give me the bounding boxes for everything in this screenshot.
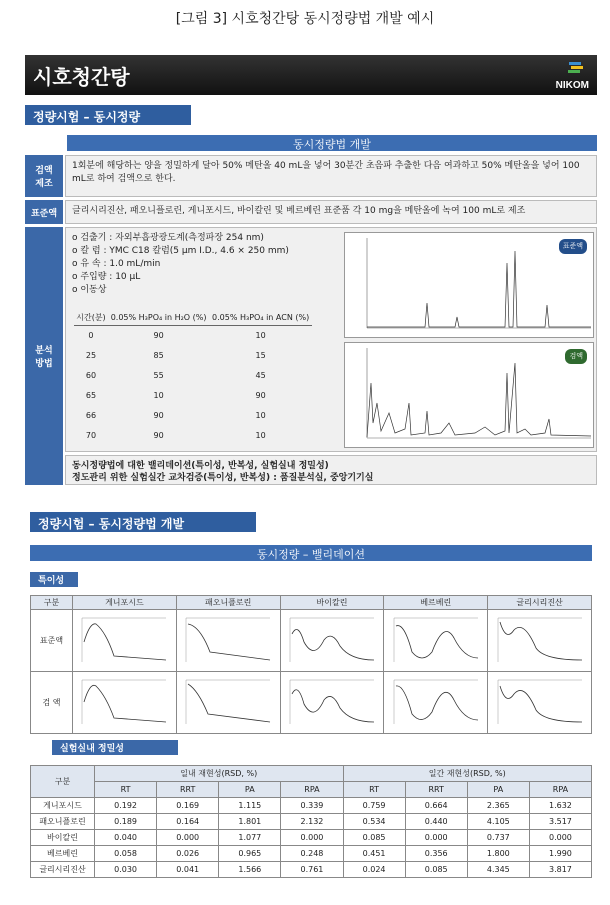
spectrum-cell xyxy=(176,610,280,672)
table-row xyxy=(31,830,592,846)
prec-sub-header: PA xyxy=(467,782,529,798)
grad-cell: 10 xyxy=(153,391,164,400)
nikom-logo xyxy=(539,61,589,91)
table-row xyxy=(31,846,592,862)
prec-cell: 1.801 xyxy=(219,814,281,830)
logo-text: NIKOM xyxy=(555,80,589,91)
spectrum-cell xyxy=(73,672,177,734)
prec-cell: 0.000 xyxy=(529,830,591,846)
grad-header-acn: 0.05% H₃PO₄ in ACN (%) xyxy=(209,310,312,326)
slide-method-development xyxy=(25,55,597,490)
section-heading-2: 정량시험 – 동시정량법 개발 xyxy=(30,512,256,532)
standard-prep-text: 글리시리진산, 패오니플로린, 게니포시드, 바이칼린 및 베르베린 표준품 각 10 mg을 메탄올에 녹여 100 mL로 제조 xyxy=(65,200,597,224)
grad-cell: 25 xyxy=(85,351,97,360)
grad-cell: 85 xyxy=(153,351,164,360)
chromatogram-sample xyxy=(344,342,594,448)
prec-cell: 0.024 xyxy=(343,862,405,878)
prec-sub-header: RRT xyxy=(405,782,467,798)
grad-cell: 90 xyxy=(153,431,164,440)
prec-cell: 0.759 xyxy=(343,798,405,814)
grad-cell: 10 xyxy=(255,411,266,420)
prec-cell: 0.965 xyxy=(219,846,281,862)
prec-sub-header: RPA xyxy=(529,782,591,798)
note-validation: 동시정량법에 대한 밸리데이션(특이성, 반복성, 실험실내 정밀성) xyxy=(72,461,329,471)
prec-cell: 0.164 xyxy=(157,814,219,830)
panel-title: 동시정량법 개발 xyxy=(67,135,597,151)
spec-header: 게니포시드 xyxy=(73,596,177,610)
prec-cell: 0.040 xyxy=(95,830,157,846)
prec-cell: 0.058 xyxy=(95,846,157,862)
grad-cell: 45 xyxy=(255,371,266,380)
prec-cell: 0.030 xyxy=(95,862,157,878)
prec-cell: 0.664 xyxy=(405,798,467,814)
prec-cell: 0.000 xyxy=(281,830,343,846)
prec-sub-header: RRT xyxy=(157,782,219,798)
prec-cell: 0.085 xyxy=(405,862,467,878)
grad-cell: 10 xyxy=(255,431,266,440)
uv-spectrum-plot xyxy=(180,612,276,668)
prec-sub-header: RT xyxy=(95,782,157,798)
grad-cell: 0 xyxy=(88,331,94,341)
spectrum-cell xyxy=(280,672,384,734)
prec-cell: 2.132 xyxy=(281,814,343,830)
uv-spectrum-plot xyxy=(284,612,380,668)
prec-cell: 1.566 xyxy=(219,862,281,878)
prec-cell: 0.192 xyxy=(95,798,157,814)
row-label-sample: 검액 제조 xyxy=(25,155,63,197)
spectrum-cell xyxy=(488,610,592,672)
prec-cell: 0.440 xyxy=(405,814,467,830)
grad-header-water: 0.05% H₃PO₄ in H₂O (%) xyxy=(108,310,209,326)
spectrum-cell xyxy=(280,610,384,672)
prec-cell: 패오니플로린 xyxy=(31,814,95,830)
chromatogram-standard xyxy=(344,232,594,338)
spectrum-cell xyxy=(384,610,488,672)
grad-cell: 70 xyxy=(85,431,97,440)
tag-standard: 표준액 xyxy=(559,239,587,254)
grad-cell: 90 xyxy=(255,391,266,400)
uv-spectrum-plot xyxy=(388,674,484,730)
prec-cell: 게니포시드 xyxy=(31,798,95,814)
condition-detector: o 검출기 : 자외부흡광광도계(측정파장 254 nm) xyxy=(72,233,264,243)
chromatogram-sample-plot xyxy=(345,343,593,447)
specificity-table xyxy=(30,595,592,734)
condition-flow: o 유 속 : 1.0 mL/min xyxy=(72,259,161,269)
conditions-list xyxy=(72,232,289,297)
logo-mark-icon xyxy=(567,61,585,75)
uv-spectrum-plot xyxy=(492,674,588,730)
prec-cell: 1.115 xyxy=(219,798,281,814)
uv-spectrum-plot xyxy=(388,612,484,668)
uv-spectrum-plot xyxy=(76,674,172,730)
condition-column: o 칼 럼 : YMC C18 칼럼(5 μm I.D., 4.6 × 250 mm) xyxy=(72,246,289,256)
grad-header-time: 시간(분) xyxy=(74,310,108,326)
uv-spectrum-plot xyxy=(492,612,588,668)
prec-cell: 2.365 xyxy=(467,798,529,814)
grad-cell: 90 xyxy=(153,411,164,420)
spectrum-cell xyxy=(384,672,488,734)
prec-cell: 1.990 xyxy=(529,846,591,862)
grad-cell: 66 xyxy=(85,411,97,420)
grad-cell: 10 xyxy=(255,331,266,341)
spec-row-label: 표준액 xyxy=(31,610,73,672)
prec-cell: 0.000 xyxy=(405,830,467,846)
spec-header: 글리시리진산 xyxy=(488,596,592,610)
prec-cell: 0.169 xyxy=(157,798,219,814)
precision-label: 실험실내 정밀성 xyxy=(52,740,178,755)
prec-cell: 0.761 xyxy=(281,862,343,878)
precision-table xyxy=(30,765,592,878)
spectrum-cell xyxy=(488,672,592,734)
spectrum-cell xyxy=(73,610,177,672)
uv-spectrum-plot xyxy=(180,674,276,730)
prec-sub-header: RT xyxy=(343,782,405,798)
spectrum-cell xyxy=(176,672,280,734)
prec-cell: 4.105 xyxy=(467,814,529,830)
row-label-standard: 표준액 xyxy=(25,200,63,224)
spec-row-label: 검 액 xyxy=(31,672,73,734)
prec-cell: 0.534 xyxy=(343,814,405,830)
uv-spectrum-plot xyxy=(284,674,380,730)
prec-cell: 0.085 xyxy=(343,830,405,846)
panel-title-2: 동시정량 – 밸리데이션 xyxy=(30,545,592,561)
figure-caption: [그림 3] 시호청간탕 동시정량법 개발 예시 xyxy=(175,11,435,27)
prec-cell: 0.339 xyxy=(281,798,343,814)
method-panel xyxy=(65,227,597,452)
uv-spectrum-plot xyxy=(76,612,172,668)
gradient-table xyxy=(74,310,312,446)
spec-header: 구분 xyxy=(31,596,73,610)
specificity-label: 특이성 xyxy=(30,572,78,587)
spec-header: 베르베린 xyxy=(384,596,488,610)
prec-cell: 0.356 xyxy=(405,846,467,862)
section-heading: 정량시험 – 동시정량 xyxy=(25,105,191,125)
condition-mobile-phase: o 이동상 xyxy=(72,285,107,295)
slide-title: 시호청간탕 xyxy=(33,65,130,89)
prec-cell: 1.077 xyxy=(219,830,281,846)
condition-injection: o 주입량 : 10 μL xyxy=(72,272,141,282)
prec-cell: 0.189 xyxy=(95,814,157,830)
prec-cell: 0.248 xyxy=(281,846,343,862)
prec-cell: 0.026 xyxy=(157,846,219,862)
prec-group-interday: 일간 재현성(RSD, %) xyxy=(343,766,592,782)
prec-sub-header: PA xyxy=(219,782,281,798)
spec-header: 패오니플로린 xyxy=(176,596,280,610)
grad-cell: 15 xyxy=(255,351,266,360)
grad-cell: 65 xyxy=(85,391,97,400)
grad-cell: 90 xyxy=(153,331,164,341)
note-cross-validation: 정도관리 위한 실험실간 교차검증(특이성, 반복성) : 품질분석실, 중앙기기실 xyxy=(72,473,374,483)
prec-cell: 0.041 xyxy=(157,862,219,878)
grad-cell: 60 xyxy=(85,371,97,380)
title-bar xyxy=(25,55,597,95)
spec-header: 바이칼린 xyxy=(280,596,384,610)
grad-cell: 55 xyxy=(153,371,164,380)
prec-cell: 4.345 xyxy=(467,862,529,878)
prec-cell: 0.451 xyxy=(343,846,405,862)
prec-cell: 3.817 xyxy=(529,862,591,878)
table-row xyxy=(31,798,592,814)
prec-cell: 0.000 xyxy=(157,830,219,846)
prec-cell: 1.800 xyxy=(467,846,529,862)
sample-prep-text: 1회분에 해당하는 양을 정밀하게 달아 50% 메탄올 40 mL을 넣어 30분간 초음파 추출한 다음 여과하고 50% 메탄올을 넣어 100 mL로 하여 검액으로 한다. xyxy=(65,155,597,197)
table-row xyxy=(31,814,592,830)
chromatogram-standard-plot xyxy=(345,233,593,337)
prec-cell: 베르베린 xyxy=(31,846,95,862)
prec-group-intraday: 일내 재현성(RSD, %) xyxy=(95,766,344,782)
prec-col-header: 구분 xyxy=(31,766,95,798)
prec-cell: 바이칼린 xyxy=(31,830,95,846)
row-label-method: 분석 방법 xyxy=(25,227,63,485)
prec-cell: 글리시리진산 xyxy=(31,862,95,878)
prec-cell: 3.517 xyxy=(529,814,591,830)
prec-cell: 0.737 xyxy=(467,830,529,846)
notes-box xyxy=(65,455,597,485)
prec-sub-header: RPA xyxy=(281,782,343,798)
prec-cell: 1.632 xyxy=(529,798,591,814)
table-row xyxy=(31,862,592,878)
tag-sample: 검액 xyxy=(565,349,587,364)
